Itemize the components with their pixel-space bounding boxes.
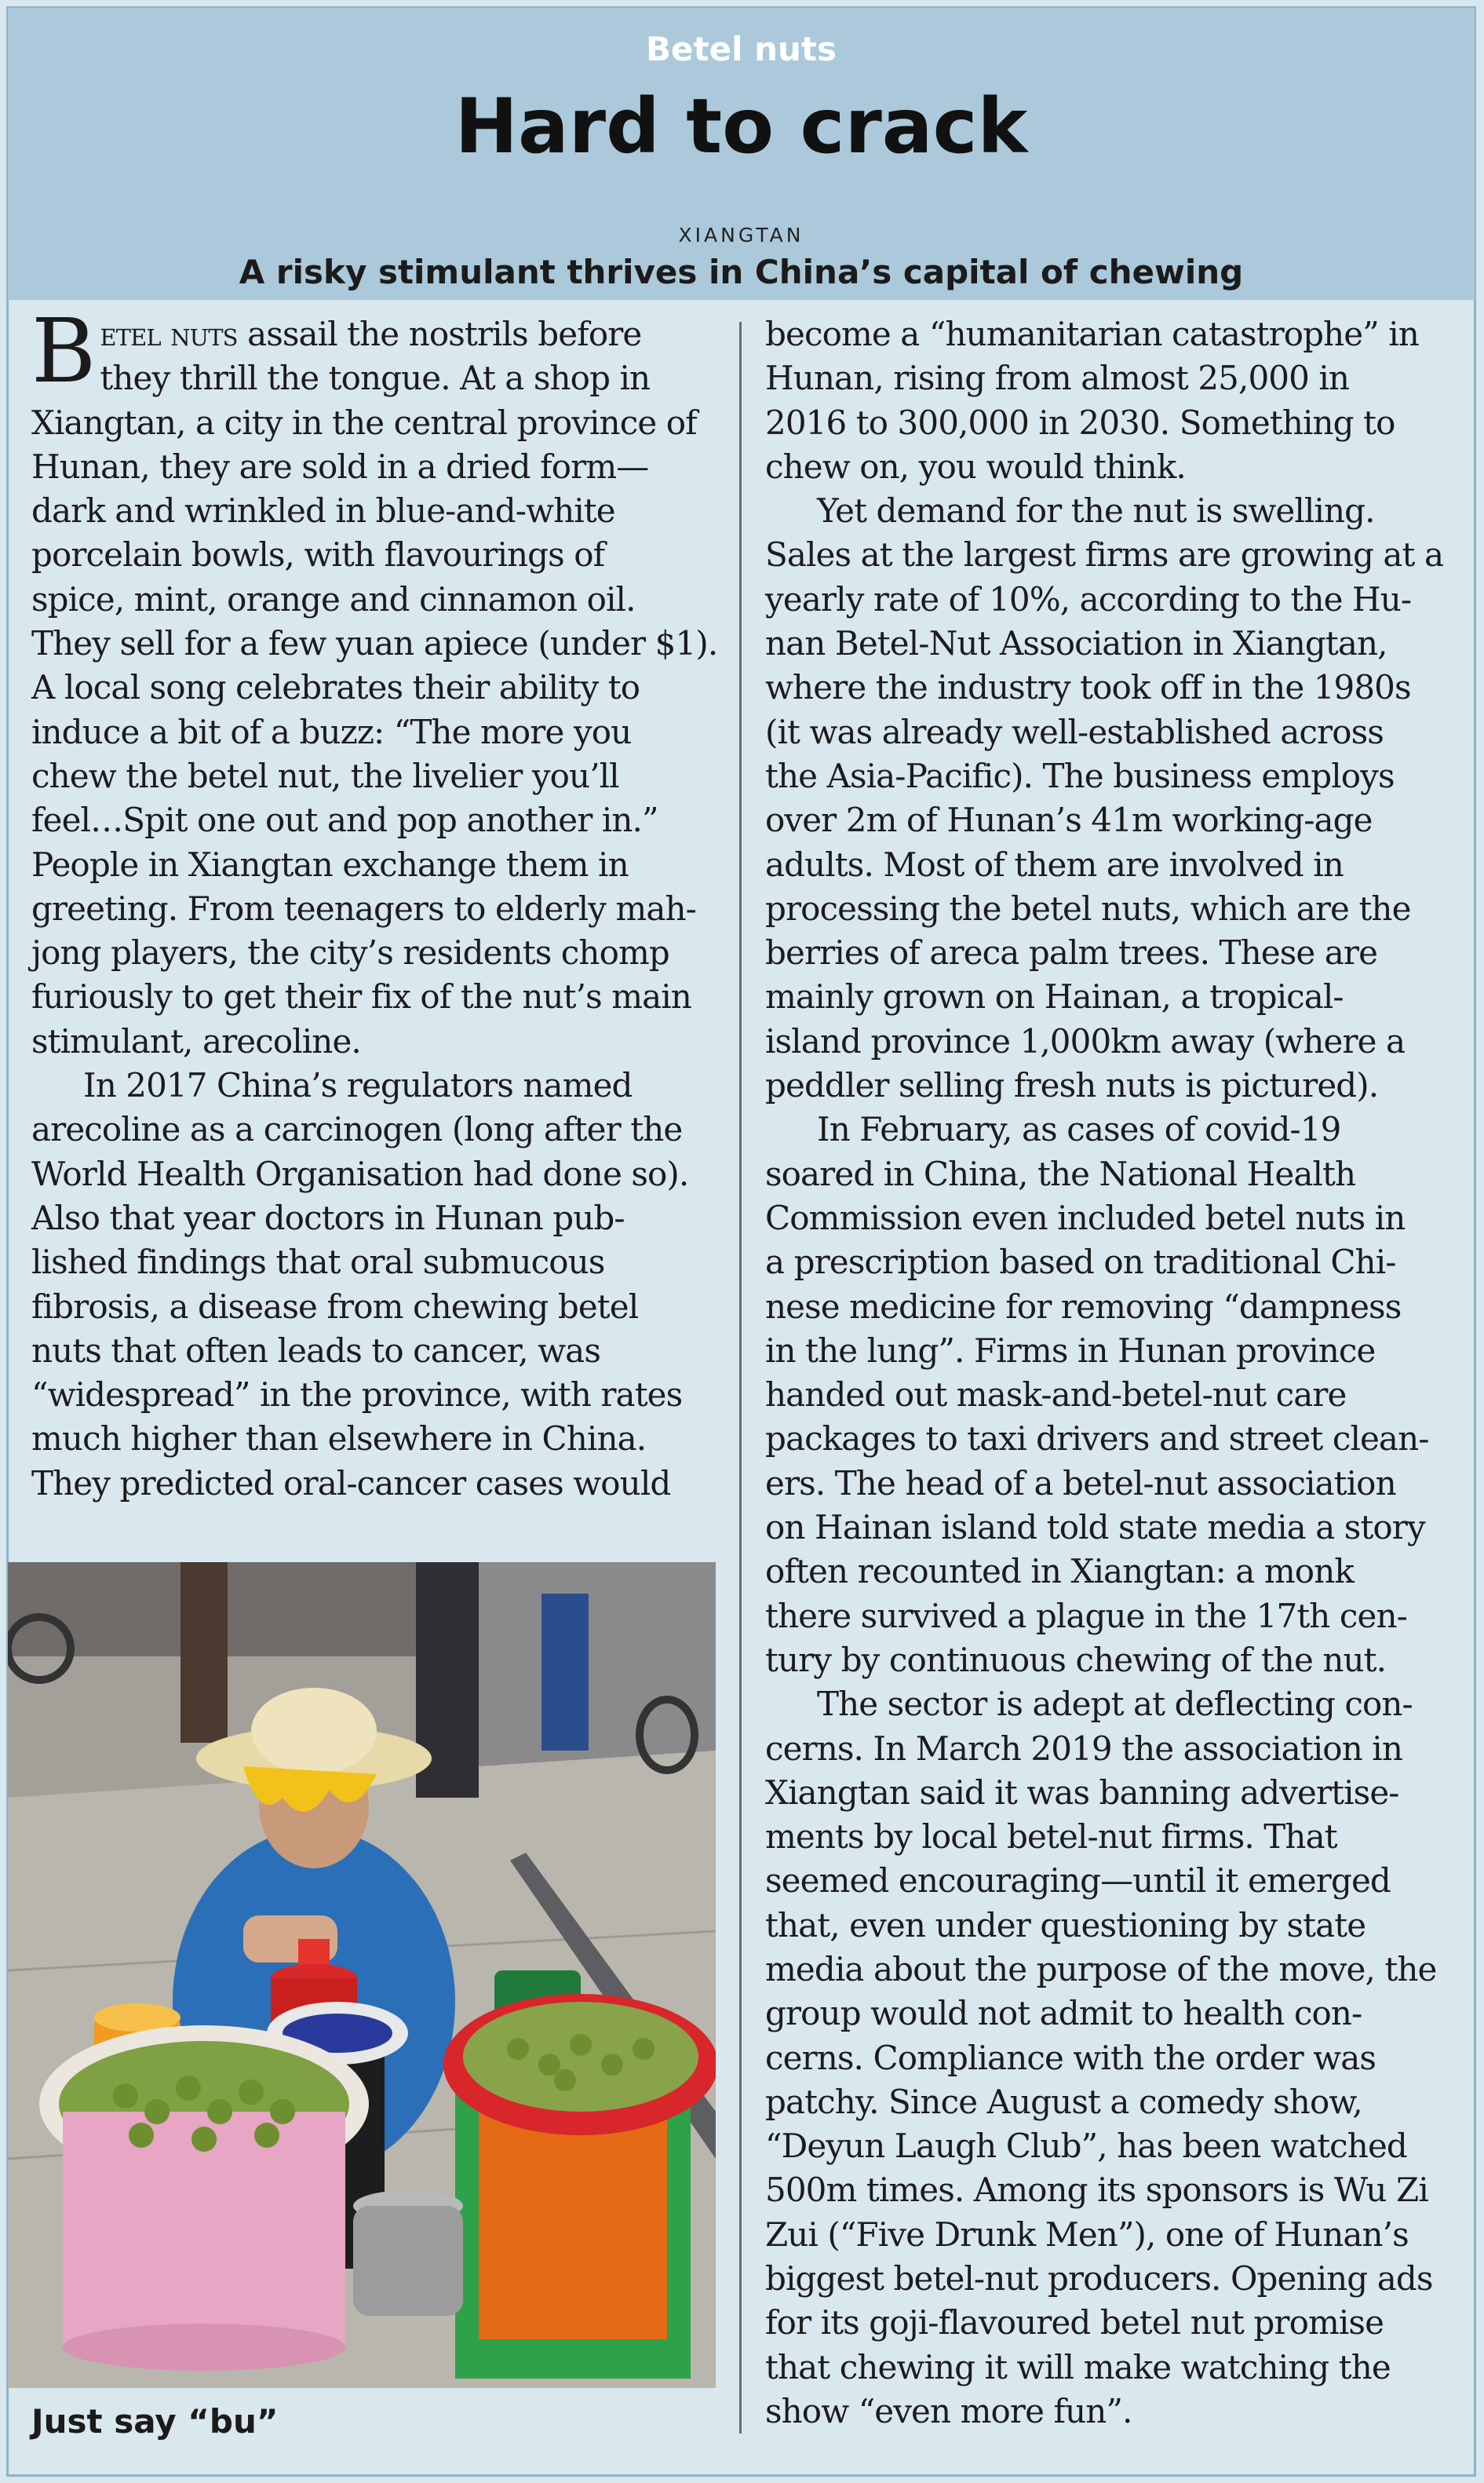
text-line: Hunan, they are sold in a dried form— [31,447,649,486]
text-line: berries of areca palm trees. These are [765,933,1378,973]
lead-smallcaps: etel nuts [100,315,238,353]
text-line: the Asia-Pacific). The business employs [765,756,1395,795]
text-line [31,312,722,356]
text-line: patchy. Since August a comedy show, [765,2082,1362,2121]
text-line: They sell for a few yuan apiece (under $1). [31,624,718,663]
text-line: nuts that often leads to cancer, was [31,1331,600,1370]
text-line: yearly rate of 10%, according to the Hu- [765,579,1412,619]
text-line: induce a bit of a buzz: “The more you [31,712,632,751]
text-line: much higher than elsewhere in China. [31,1419,647,1459]
header-band [8,8,1475,300]
text-line: soared in China, the National Health [765,1154,1356,1193]
text-line: ers. The head of a betel-nut association [765,1463,1396,1503]
text-line: show “even more fun”. [765,2391,1132,2430]
text-line: Xiangtan, a city in the central province of [31,403,697,442]
text-line: fibrosis, a disease from chewing betel [31,1287,639,1326]
photo-illustration [8,1562,716,2388]
text-line: In February, as cases of covid-19 [817,1110,1341,1149]
photo-betel-nut-peddler [8,1562,716,2388]
text-line: media about the purpose of the move, the [765,1949,1437,1988]
text-line: lished findings that oral submucous [31,1243,605,1282]
text-line: biggest betel-nut producers. Opening ads [765,2259,1433,2299]
text-line: group would not admit to health con- [765,1994,1362,2033]
text-line: furiously to get their fix of the nut’s main [31,977,691,1017]
text-line: 2016 to 300,000 in 2030. Something to [765,403,1395,442]
text-line: for its goji-flavoured betel nut promise [765,2303,1384,2342]
text-line: a prescription based on traditional Chi- [765,1243,1396,1282]
text-line: People in Xiangtan exchange them in [31,845,629,884]
text-line: cerns. In March 2019 the association in [765,1729,1402,1768]
text-line: on Hainan island told state media a story [765,1508,1425,1547]
text-line: nese medicine for removing “dampness [765,1287,1402,1326]
photo-caption: Just say “bu” [31,2402,279,2441]
left-column [31,301,722,1506]
text-line: island province 1,000km away (where a [765,1021,1406,1061]
text-line: chew on, you would think. [765,447,1186,486]
text-line: that, even under questioning by state [765,1905,1366,1944]
text-line: adults. Most of them are involved in [765,845,1344,884]
text-line: feel…Spit one out and pop another in.” [31,801,658,840]
text-line: Also that year doctors in Hunan pub- [31,1198,625,1237]
dateline: XIANGTAN [678,224,804,246]
text-line: stimulant, arecoline. [31,1021,361,1061]
text-line: there survived a plague in the 17th cen- [765,1596,1407,1635]
text-line: become a “humanitarian catastrophe” in [765,315,1419,353]
text-line: porcelain bowls, with flavourings of [31,535,605,575]
text-line: packages to taxi drivers and street clean- [765,1419,1429,1459]
text-line: spice, mint, orange and cinnamon oil. [31,579,636,619]
text-line: mainly grown on Hainan, a tropical- [765,977,1344,1017]
text-line: greeting. From teenagers to elderly mah- [31,889,696,928]
text-line: jong players, the city’s residents chomp [31,933,669,973]
text-line: handed out mask-and-betel-nut care [765,1375,1347,1415]
headline: Hard to crack [454,82,1028,170]
text-line: they thrill the tongue. At a shop in [100,359,651,398]
text-line: processing the betel nuts, which are the [765,889,1411,928]
text-line: that chewing it will make watching the [765,2347,1391,2386]
text-line: peddler selling fresh nuts is pictured). [765,1066,1379,1105]
text-line: Zui (“Five Drunk Men”), one of Hunan’s [765,2215,1409,2254]
text-line: tury by continuous chewing of the nut. [765,1640,1387,1679]
text-line: Yet demand for the nut is swelling. [817,491,1375,531]
text-line-part: assail the nostrils before [237,315,642,353]
text-line: cerns. Compliance with the order was [765,2038,1376,2077]
text-line: in the lung”. Firms in Hunan province [765,1331,1376,1370]
drop-cap: B [31,301,96,403]
text-line: Xiangtan said it was banning advertise- [765,1773,1399,1812]
text-line: World Health Organisation had done so). [31,1154,689,1193]
text-line: “Deyun Laugh Club”, has been watched [765,2127,1407,2166]
column-rule [739,322,742,2434]
text-line: Sales at the largest firms are growing at a [765,535,1444,575]
text-line: Hunan, rising from almost 25,000 in [765,359,1350,398]
text-line: ments by local betel-nut firms. That [765,1817,1337,1857]
text-line: A local song celebrates their ability to [31,668,640,707]
kicker: Betel nuts [646,30,837,68]
text-line: nan Betel-Nut Association in Xiangtan, [765,624,1387,663]
text-line: They predicted oral-cancer cases would [31,1463,671,1503]
text-line: In 2017 China’s regulators named [83,1066,633,1105]
text-line: where the industry took off in the 1980s [765,668,1411,707]
text-line: (it was already well-established across [765,712,1384,751]
text-line: chew the betel nut, the livelier you’ll [31,756,619,795]
text-line: dark and wrinkled in blue-and-white [31,491,615,531]
text-line: arecoline as a carcinogen (long after the [31,1110,683,1149]
text-line: often recounted in Xiangtan: a monk [765,1552,1354,1591]
right-column [765,312,1456,2434]
text-line: “widespread” in the province, with rates [31,1375,683,1415]
rubric: A risky stimulant thrives in China’s capital of chewing [239,253,1244,291]
text-line: 500m times. Among its sponsors is Wu Zi [765,2171,1428,2210]
text-line: Commission even included betel nuts in [765,1198,1406,1237]
text-line: over 2m of Hunan’s 41m working-age [765,801,1373,840]
text-line: The sector is adept at deflecting con- [817,1685,1413,1724]
text-line: seemed encouraging—until it emerged [765,1861,1391,1901]
